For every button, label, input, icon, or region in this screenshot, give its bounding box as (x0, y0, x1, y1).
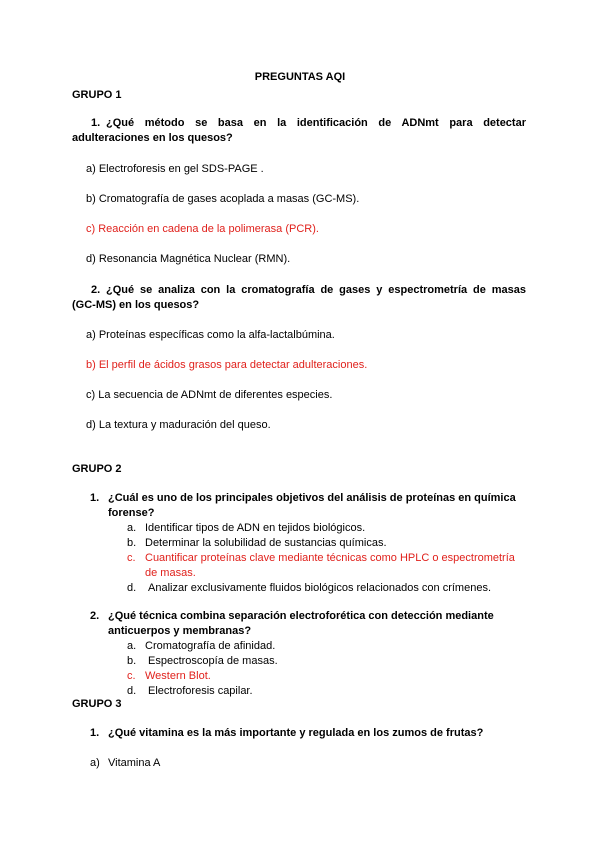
option-d: d) Resonancia Magnética Nuclear (RMN). (86, 253, 291, 265)
option-b-letter: b. (127, 655, 137, 667)
question-text-cont: (GC-MS) en los quesos? (72, 299, 200, 311)
question-text: ¿Qué método se basa en la identificación de ADNmt para detectar (106, 117, 526, 129)
option-b-text: Determinar la solubilidad de sustancias químicas. (145, 537, 387, 549)
question-number: 1. (91, 117, 101, 129)
option-c-correct: c) Reacción en cadena de la polimerasa (PCR). (86, 223, 319, 235)
question-number: 1. (90, 727, 100, 739)
page-title: PREGUNTAS AQI (254, 71, 346, 83)
option-d-text: Electroforesis capilar. (148, 685, 253, 697)
option-b-text: Espectroscopía de masas. (148, 655, 278, 667)
question-text: ¿Qué vitamina es la más importante y regulada en los zumos de frutas? (108, 727, 484, 739)
option-b-correct: b) El perfil de ácidos grasos para detectar adulteraciones. (86, 359, 368, 371)
group-3-heading: GRUPO 3 (72, 698, 122, 710)
question-text: ¿Qué se analiza con la cromatografía de gases y espectrometría de masas (106, 284, 526, 296)
group-1-heading: GRUPO 1 (72, 89, 122, 101)
option-c-letter: c. (127, 670, 136, 682)
option-a-letter: a. (127, 522, 137, 534)
option-a: a) Proteínas específicas como la alfa-lactalbúmina. (86, 329, 335, 341)
option-a-text: Vitamina A (108, 757, 161, 769)
question-number: 1. (90, 492, 100, 504)
question-text-cont: adulteraciones en los quesos? (72, 132, 233, 144)
question-text-cont: anticuerpos y membranas? (108, 625, 252, 637)
option-a-text: Cromatografía de afinidad. (145, 640, 276, 652)
option-c-text-correct: Cuantificar proteínas clave mediante técnicas como HPLC o espectrometría (145, 552, 515, 564)
option-a-letter: a. (127, 640, 137, 652)
question-text: ¿Qué técnica combina separación electroforética con detección mediante (108, 610, 494, 622)
option-b-letter: b. (127, 537, 137, 549)
option-c-letter: c. (127, 552, 136, 564)
option-d: d) La textura y maduración del queso. (86, 419, 271, 431)
option-c-text-cont: de masas. (145, 567, 196, 579)
option-c-text-correct: Western Blot. (145, 670, 211, 682)
group-2-heading: GRUPO 2 (72, 463, 122, 475)
option-d-letter: d. (127, 685, 137, 697)
option-a-text: Identificar tipos de ADN en tejidos biológicos. (145, 522, 366, 534)
question-text-cont: forense? (108, 507, 155, 519)
option-d-text: Analizar exclusivamente fluidos biológicos relacionados con crímenes. (148, 582, 492, 594)
option-b: b) Cromatografía de gases acoplada a masas (GC-MS). (86, 193, 360, 205)
question-text: ¿Cuál es uno de los principales objetivos del análisis de proteínas en química (108, 492, 516, 504)
question-number: 2. (90, 610, 100, 622)
option-d-letter: d. (127, 582, 137, 594)
option-c: c) La secuencia de ADNmt de diferentes especies. (86, 389, 333, 401)
question-number: 2. (91, 284, 101, 296)
option-a: a) Electroforesis en gel SDS-PAGE . (86, 163, 264, 175)
option-a-letter: a) (90, 757, 100, 769)
